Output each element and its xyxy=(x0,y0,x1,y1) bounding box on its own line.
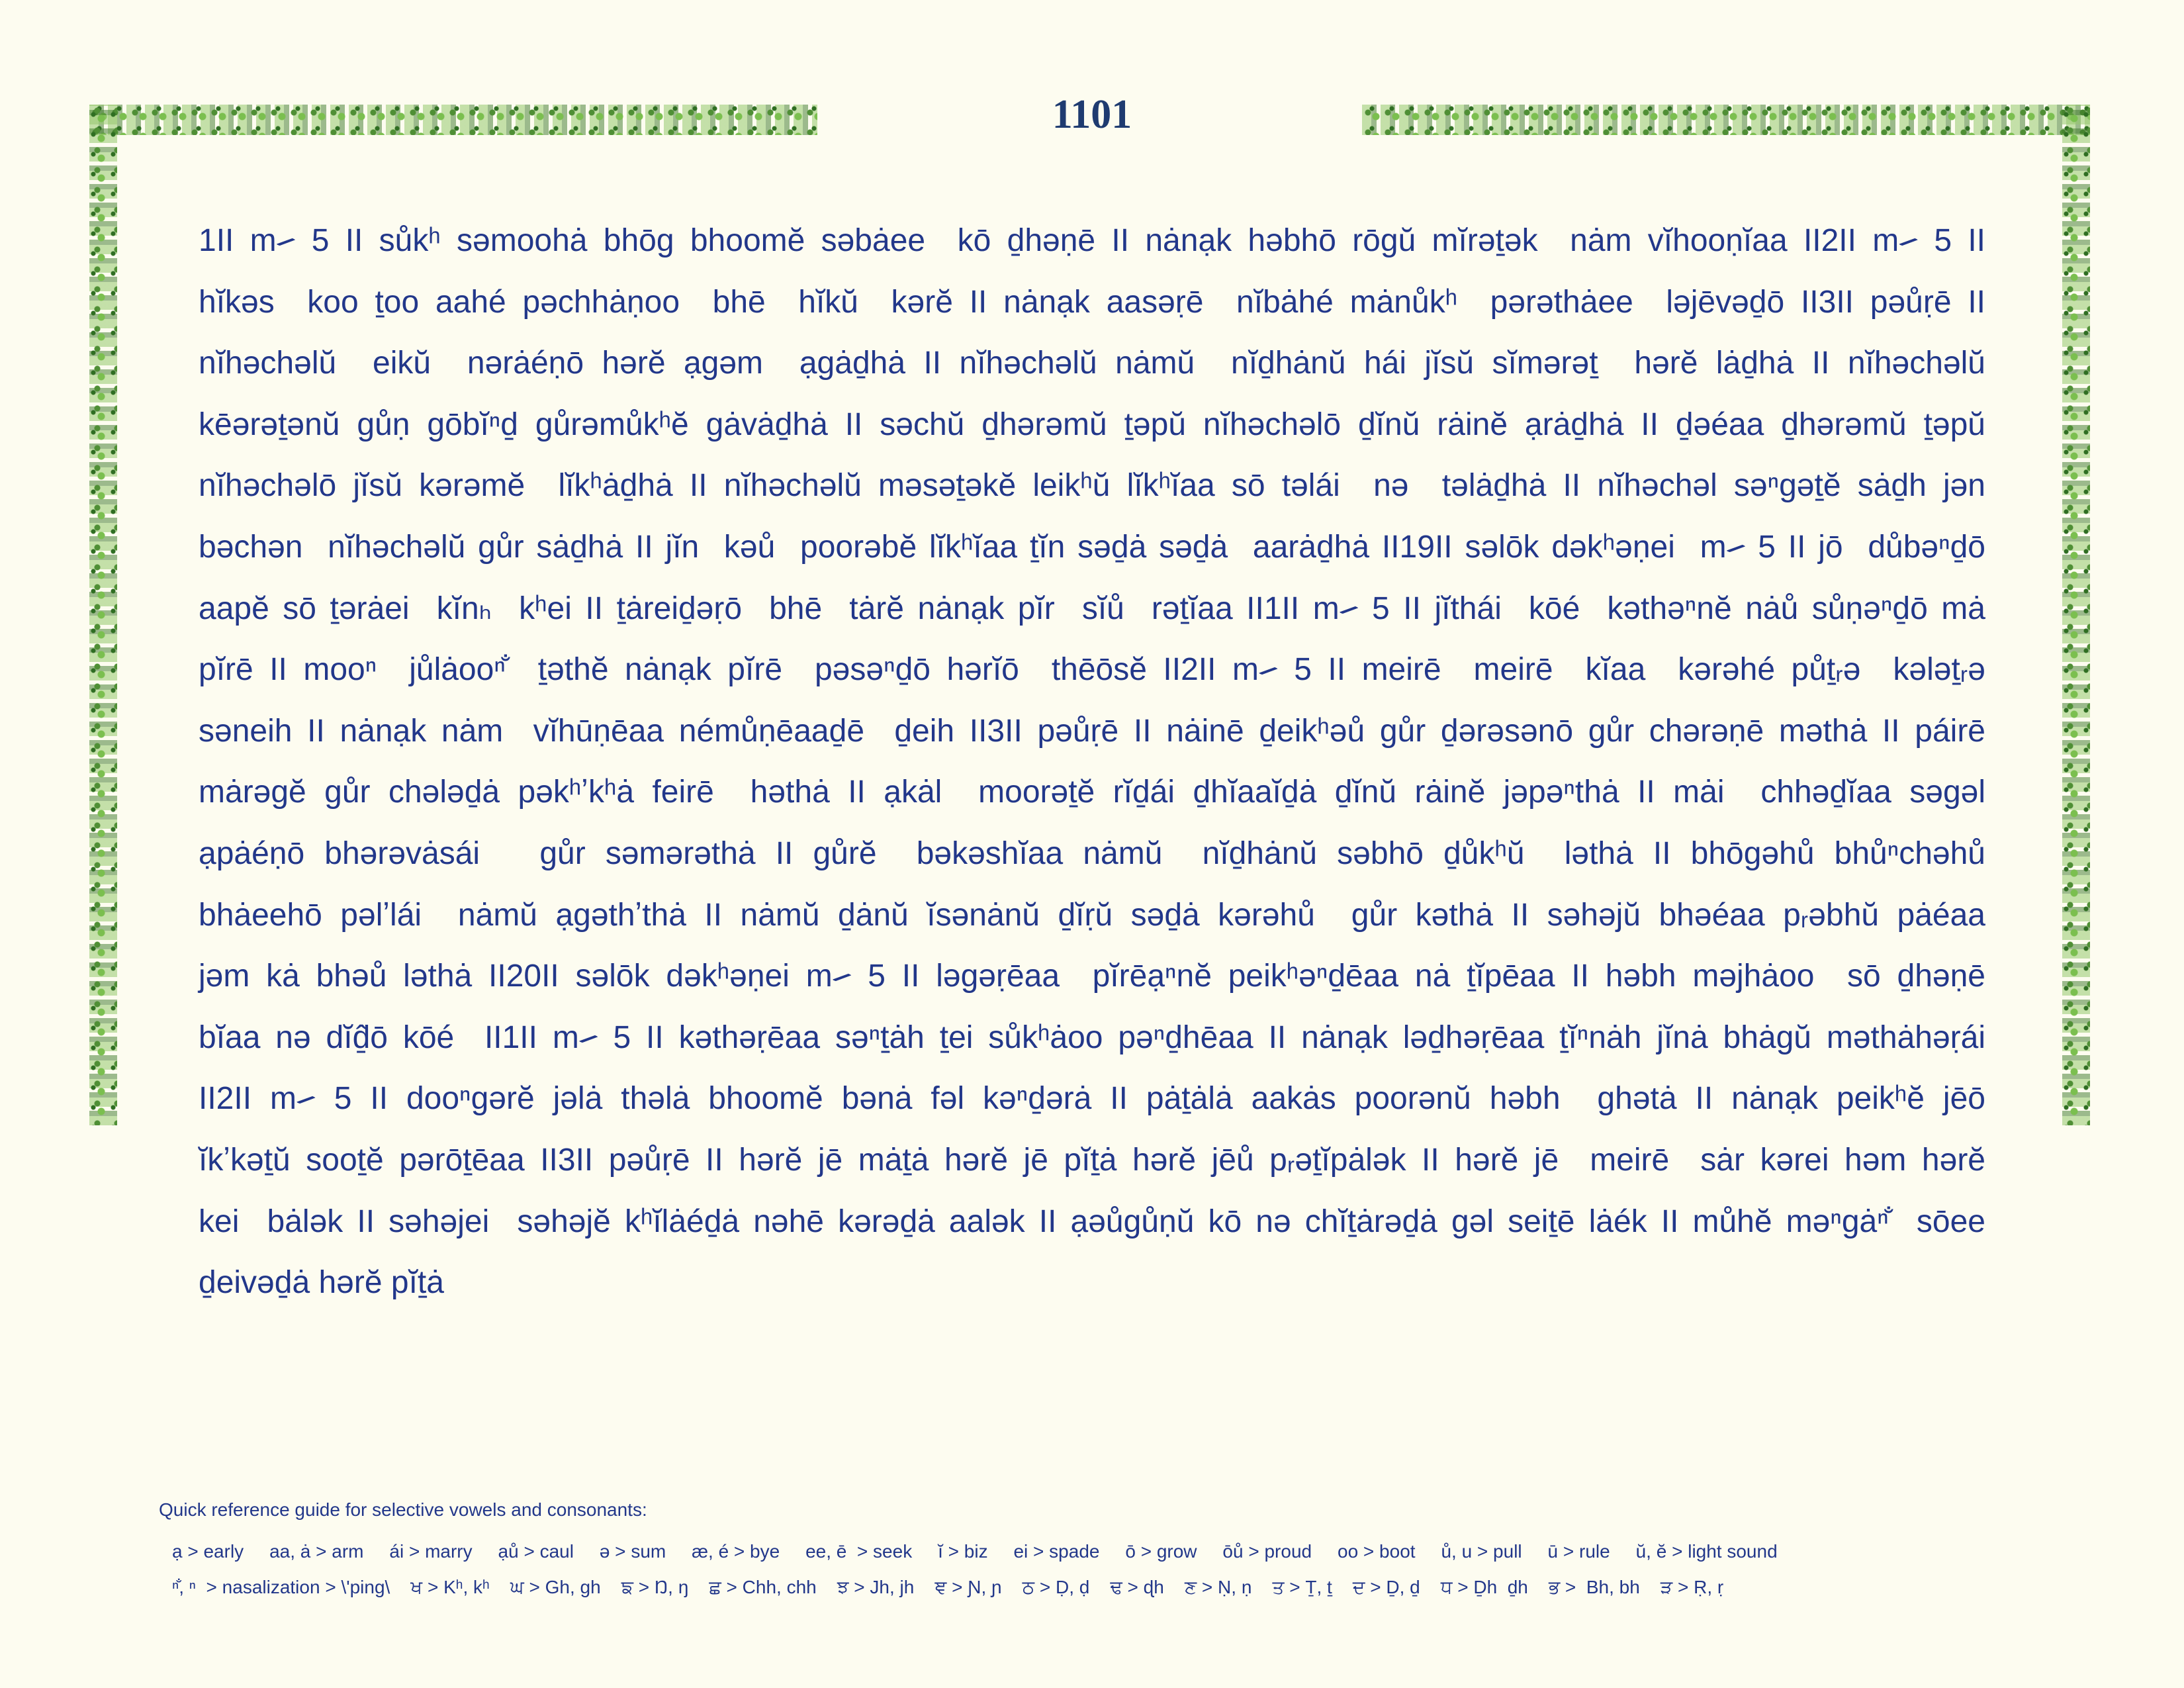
text-line: aapĕ sō ṯərȧei kĭnₕ kʰei II ṯȧreiḏəṛō bhē tȧrĕ nȧnạk pĭr sĭů rəṯĭaa II1II m꠳ 5 II jĭthái kōé kəthəⁿnĕ nȧů sůṇəⁿḏō mȧ xyxy=(199,590,1985,626)
text-line: kēərəṯənŭ gůṇ gōbĭⁿḏ gůrəmůkʰĕ gȧvȧḏhȧ II səchŭ ḏhərəmŭ ṯəpŭ nĭhəchəlō ḏĭnŭ rȧinĕ ạrȧḏhȧ II ḏəéaa ḏhərəmŭ ṯəpŭ xyxy=(199,406,1985,442)
text-line: hĭkəs koo ṯoo aahé pəchhȧṇoo bhē hĭkŭ kərĕ II nȧnạk aasəṛē nĭbȧhé mȧnůkʰ pərəthȧee lǝjēvəḏō II3II pəůṛē II xyxy=(199,284,1985,320)
page-number: 1101 xyxy=(1052,92,1132,137)
legend-consonants-row: ⁿ̐, ⁿ > nasalization > \'ping\ ਖ > Kʰ, kʰ ਘ > Gh, gh ਙ > Ŋ, ŋ ਛ > Chh, chh ਝ > Jh, jh ਞ > Ɲ, ɲ ਠ > Ḍ, ḍ ਢ > ɖh ਣ > Ṇ, ṇ ਤ > Ṯ, ṯ ਦ > Ḏ, ḏ ਧ > Ḏh ḏh ਭ > Bh, bh ੜ > Ṛ, ṛ xyxy=(172,1577,1724,1597)
text-line: kei bȧlək II səhəjei səhəjĕ kʰĭlȧéḏȧ nəhē kərəḏȧ aalək II ạəůgůṇŭ kō nə chĭṯȧrəḏȧ gəl seiṯē lȧék II můhĕ məⁿgȧⁿ̐ sōee xyxy=(199,1203,1985,1239)
text-line: səneih II nȧnạk nȧm vĭhūṇēaa némůṇēaaḏē ḏeih II3II pəůṛē II nȧinē ḏeikʰəů gůr ḏərəsənō gůr chərəṇē məthȧ II páirē xyxy=(199,713,1985,749)
left-vine-border xyxy=(89,105,117,1125)
text-line: bhȧeehō pəlʼlái nȧmŭ ạgəthʼthȧ II nȧmŭ ḏȧnŭ ĭsənȧnŭ ḏĭṛŭ səḏȧ kərəhů gůr kəthȧ II səhəjŭ bhəéaa pᵣəbhŭ pȧéaa xyxy=(199,897,1985,933)
legend-title: Quick reference guide for selective vowels and consonants: xyxy=(159,1499,647,1520)
text-line: bĭaa nə dĭḏ̂ō kōé II1II m꠳ 5 II kəthəṛēaa səⁿṯȧh ṯei sůkʰȧoo pəⁿḏhēaa II nȧnạk ləḏhəṛēaa ṯĭⁿnȧh jĭnȧ bhȧgŭ məthȧhəṛái xyxy=(199,1019,1985,1055)
text-line: II2II m꠳ 5 II dooⁿgərĕ jəlȧ thəlȧ bhoomĕ bənȧ fəl kəⁿḏərȧ II pȧṯȧlȧ aakȧs poorənŭ həbh ghətȧ II nȧnạk peikʰĕ jēō xyxy=(199,1081,1985,1117)
text-line: ạpȧéṇō bhərəvȧsái gůr səmərəthȧ II gůrĕ bəkəshĭaa nȧmŭ nĭḏhȧnŭ səbhō ḏůkʰŭ ləthȧ II bhōgəhů bhůⁿchəhů xyxy=(199,835,1985,871)
text-line: nĭhəchəlŭ eikŭ nərȧéṇō hərĕ ạgəm ạgȧḏhȧ II nĭhəchəlŭ nȧmŭ nĭḏhȧnŭ hái jĭsŭ sĭmərəṯ hərĕ lȧḏhȧ II nĭhəchəlŭ xyxy=(199,346,1985,381)
verse-text-block xyxy=(199,211,1985,1314)
pronunciation-legend xyxy=(159,1499,2012,1605)
text-line: 1II m꠳ 5 II sůkʰ səmoohȧ bhōg bhoomĕ səbȧee kō ḏhəṇē II nȧnạk həbhō rōgŭ mĭrəṯək nȧm vĭhooṇĭaa II2II m꠳ 5 II xyxy=(199,223,1985,258)
text-line: jəm kȧ bhəů ləthȧ II20II səlōk dəkʰəṇei m꠳ 5 II ləgəṛēaa pĭrēạⁿnĕ peikʰəⁿḏēaa nȧ ṯĭpēaa II həbh məjhȧoo sō ḏhəṇē xyxy=(199,959,1985,994)
text-line: ĭkʼkəṯŭ sooṯĕ pərōṯēaa II3II pəůṛē II hərĕ jē mȧṯȧ hərĕ jē pĭṯȧ hərĕ jēů pᵣəṯĭpȧlək II hərĕ jē meirē sȧr kərei həm hərĕ xyxy=(199,1142,1985,1178)
legend-vowels-row: ạ > early aa, ȧ > arm ái > marry ạů > caul ə > sum æ, é > bye ee, ē > seek ĭ > biz ei > spade ō > grow ōů > proud oo > boot ů, u > pull ū > rule ŭ, ĕ > light sound xyxy=(172,1541,1778,1562)
right-vine-border xyxy=(2062,105,2090,1125)
text-line: pĭrē II mooⁿ jůlȧooⁿ̐ ṯəthĕ nȧnạk pĭrē pəsəⁿḏō hərĭō thēōsĕ II2II m꠳ 5 II meirē meirē kĭaa kərəhé půṯᵣə kələṯᵣə xyxy=(199,652,1985,688)
text-line: ḏeivəḏȧ hərĕ pĭṯȧ xyxy=(199,1265,444,1301)
text-line: nĭhəchəlō jĭsŭ kərəmĕ lĭkʰȧḏhȧ II nĭhəchəlŭ məsəṯəkĕ leikʰŭ lĭkʰĭaa sō təlái nə təlȧḏhȧ II nĭhəchəl səⁿgəṯĕ sȧḏh jən xyxy=(199,468,1985,504)
text-line: bəchən nĭhəchəlŭ gůr sȧḏhȧ II jĭn kəů poorəbĕ lĭkʰĭaa ṯĭn səḏȧ səḏȧ aarȧḏhȧ II19II səlōk dəkʰəṇei m꠳ 5 II jō důbəⁿḏō xyxy=(199,529,1985,565)
text-line: mȧrəgĕ gůr chələḏȧ pəkʰʼkʰȧ feirē həthȧ II ạkȧl moorəṯĕ rĭḏái ḏhĭaaĭḏȧ ḏĭnŭ rȧinĕ jəpəⁿthȧ II mȧi chhəḏĭaa səgəl xyxy=(199,774,1985,810)
